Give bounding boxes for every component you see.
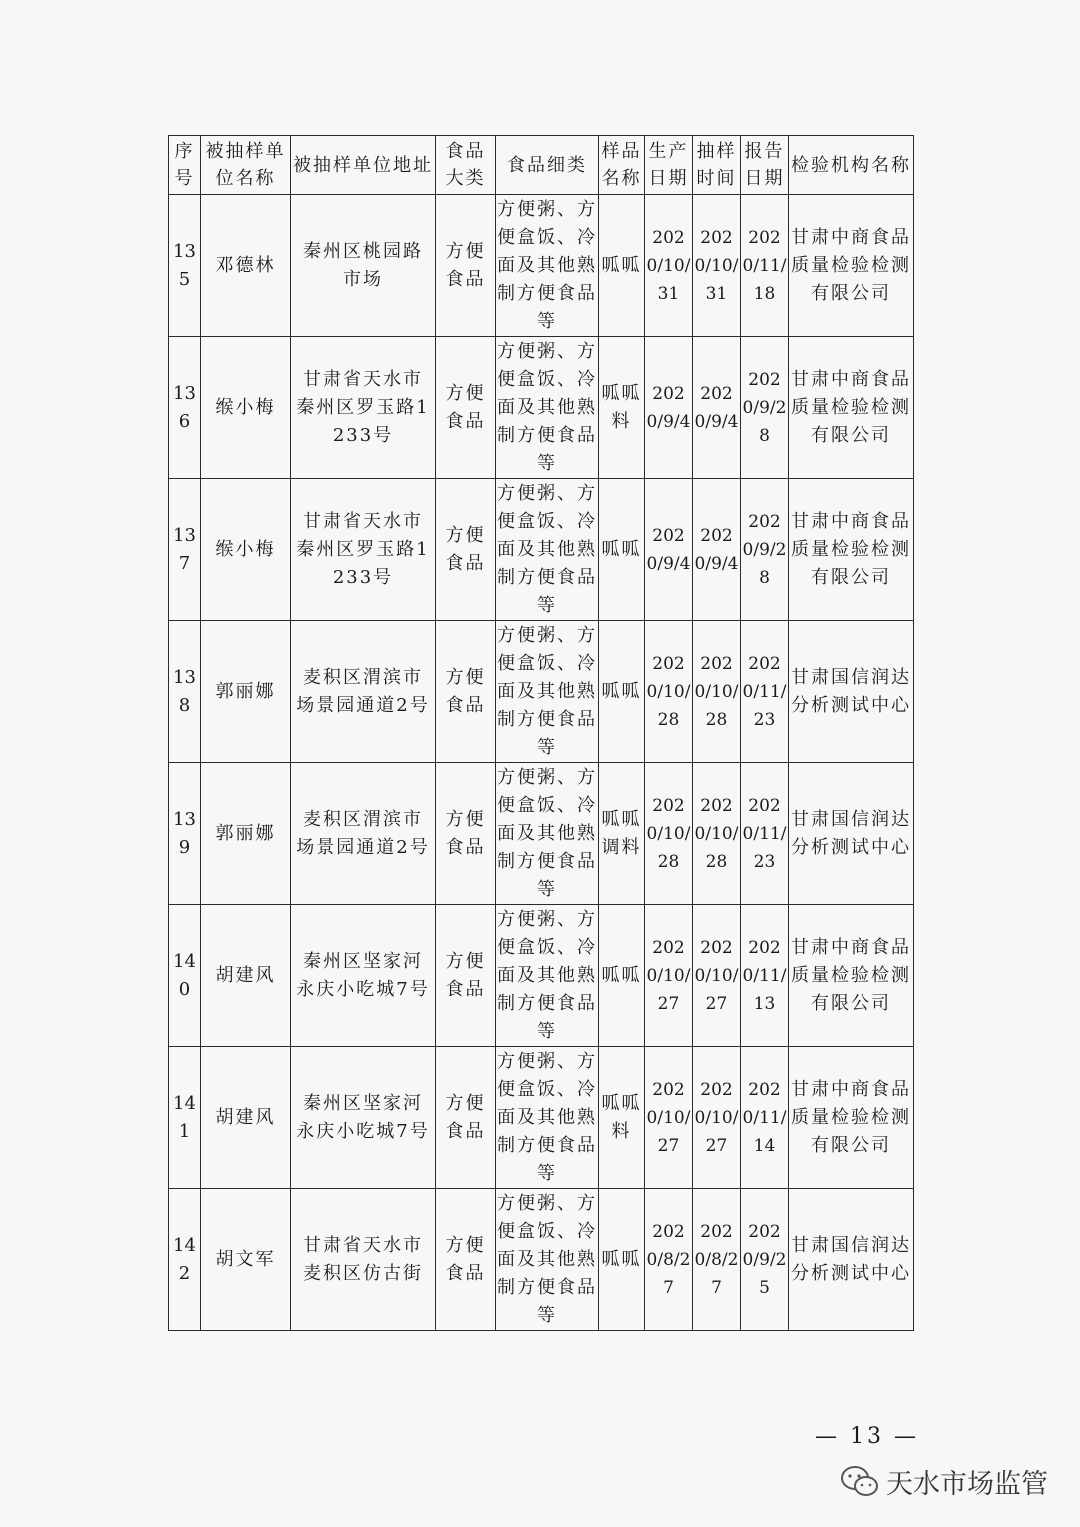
cell-subcategory: 方便粥、方便盒饭、冷面及其他熟制方便食品等 [496, 479, 599, 621]
cell-address: 麦积区渭滨市场景园通道2号 [291, 621, 436, 763]
cell-production-date: 2020/10/27 [645, 1047, 693, 1189]
cell-sample: 呱呱料 [599, 337, 645, 479]
cell-agency: 甘肃国信润达分析测试中心 [789, 1189, 914, 1331]
cell-address: 麦积区渭滨市场景园通道2号 [291, 763, 436, 905]
cell-sample: 呱呱 [599, 905, 645, 1047]
wechat-account-footer [840, 1462, 1048, 1501]
cell-unit: 邓德林 [201, 195, 291, 337]
cell-unit: 缑小梅 [201, 479, 291, 621]
cell-subcategory: 方便粥、方便盒饭、冷面及其他熟制方便食品等 [496, 1189, 599, 1331]
cell-seq: 139 [169, 763, 201, 905]
cell-category: 方便食品 [436, 195, 496, 337]
cell-sample: 呱呱 [599, 195, 645, 337]
cell-report-date: 2020/11/23 [741, 763, 789, 905]
cell-unit: 胡建风 [201, 905, 291, 1047]
cell-subcategory: 方便粥、方便盒饭、冷面及其他熟制方便食品等 [496, 621, 599, 763]
cell-sample: 呱呱 [599, 1189, 645, 1331]
cell-subcategory: 方便粥、方便盒饭、冷面及其他熟制方便食品等 [496, 763, 599, 905]
cell-category: 方便食品 [436, 1189, 496, 1331]
cell-seq: 135 [169, 195, 201, 337]
cell-report-date: 2020/9/28 [741, 337, 789, 479]
cell-subcategory: 方便粥、方便盒饭、冷面及其他熟制方便食品等 [496, 337, 599, 479]
cell-sample: 呱呱料 [599, 1047, 645, 1189]
cell-category: 方便食品 [436, 905, 496, 1047]
table-row [169, 1189, 914, 1331]
page-number: — 13 — [815, 1424, 919, 1449]
cell-agency: 甘肃国信润达分析测试中心 [789, 763, 914, 905]
cell-sample: 呱呱 [599, 621, 645, 763]
cell-sampling-time: 2020/9/4 [693, 337, 741, 479]
cell-category: 方便食品 [436, 1047, 496, 1189]
cell-address: 秦州区坚家河永庆小吃城7号 [291, 1047, 436, 1189]
header-sample: 样品名称 [599, 136, 645, 195]
cell-unit: 郭丽娜 [201, 763, 291, 905]
cell-report-date: 2020/9/28 [741, 479, 789, 621]
header-agency: 检验机构名称 [789, 136, 914, 195]
cell-production-date: 2020/9/4 [645, 479, 693, 621]
cell-subcategory: 方便粥、方便盒饭、冷面及其他熟制方便食品等 [496, 905, 599, 1047]
cell-agency: 甘肃中商食品质量检验检测有限公司 [789, 1047, 914, 1189]
cell-unit: 郭丽娜 [201, 621, 291, 763]
cell-agency: 甘肃中商食品质量检验检测有限公司 [789, 905, 914, 1047]
cell-agency: 甘肃中商食品质量检验检测有限公司 [789, 479, 914, 621]
cell-production-date: 2020/9/4 [645, 337, 693, 479]
cell-address: 甘肃省天水市麦积区仿古街 [291, 1189, 436, 1331]
cell-sampling-time: 2020/9/4 [693, 479, 741, 621]
table-row [169, 479, 914, 621]
cell-report-date: 2020/11/23 [741, 621, 789, 763]
cell-agency: 甘肃中商食品质量检验检测有限公司 [789, 337, 914, 479]
cell-report-date: 2020/9/25 [741, 1189, 789, 1331]
cell-sampling-time: 2020/10/27 [693, 1047, 741, 1189]
cell-report-date: 2020/11/13 [741, 905, 789, 1047]
cell-seq: 140 [169, 905, 201, 1047]
cell-address: 秦州区桃园路市场 [291, 195, 436, 337]
cell-category: 方便食品 [436, 621, 496, 763]
cell-seq: 142 [169, 1189, 201, 1331]
cell-agency: 甘肃国信润达分析测试中心 [789, 621, 914, 763]
header-production-date: 生产日期 [645, 136, 693, 195]
cell-address: 甘肃省天水市秦州区罗玉路1233号 [291, 479, 436, 621]
cell-category: 方便食品 [436, 479, 496, 621]
cell-production-date: 2020/10/28 [645, 763, 693, 905]
cell-seq: 137 [169, 479, 201, 621]
header-sampling-time: 抽样时间 [693, 136, 741, 195]
table-row [169, 905, 914, 1047]
header-unit: 被抽样单位名称 [201, 136, 291, 195]
cell-unit: 胡文军 [201, 1189, 291, 1331]
header-seq: 序号 [169, 136, 201, 195]
cell-category: 方便食品 [436, 337, 496, 479]
header-subcategory: 食品细类 [496, 136, 599, 195]
cell-report-date: 2020/11/18 [741, 195, 789, 337]
cell-agency: 甘肃中商食品质量检验检测有限公司 [789, 195, 914, 337]
cell-sampling-time: 2020/10/31 [693, 195, 741, 337]
cell-sampling-time: 2020/8/27 [693, 1189, 741, 1331]
cell-sample: 呱呱 [599, 479, 645, 621]
wechat-account-name: 天水市场监管 [886, 1469, 1048, 1500]
cell-subcategory: 方便粥、方便盒饭、冷面及其他熟制方便食品等 [496, 1047, 599, 1189]
cell-unit: 缑小梅 [201, 337, 291, 479]
cell-seq: 136 [169, 337, 201, 479]
cell-sample: 呱呱调料 [599, 763, 645, 905]
cell-address: 秦州区坚家河永庆小吃城7号 [291, 905, 436, 1047]
cell-sampling-time: 2020/10/28 [693, 621, 741, 763]
cell-unit: 胡建风 [201, 1047, 291, 1189]
table-header-row [169, 136, 914, 195]
sampling-results-table [168, 135, 914, 1331]
cell-subcategory: 方便粥、方便盒饭、冷面及其他熟制方便食品等 [496, 195, 599, 337]
table-row [169, 337, 914, 479]
table-row [169, 1047, 914, 1189]
cell-seq: 138 [169, 621, 201, 763]
header-category: 食品大类 [436, 136, 496, 195]
wechat-icon [840, 1465, 880, 1499]
cell-production-date: 2020/10/28 [645, 621, 693, 763]
table-row [169, 621, 914, 763]
cell-seq: 141 [169, 1047, 201, 1189]
cell-report-date: 2020/11/14 [741, 1047, 789, 1189]
table-row [169, 195, 914, 337]
table-row [169, 763, 914, 905]
cell-production-date: 2020/8/27 [645, 1189, 693, 1331]
header-address: 被抽样单位地址 [291, 136, 436, 195]
cell-sampling-time: 2020/10/27 [693, 905, 741, 1047]
cell-sampling-time: 2020/10/28 [693, 763, 741, 905]
cell-production-date: 2020/10/31 [645, 195, 693, 337]
cell-address: 甘肃省天水市秦州区罗玉路1233号 [291, 337, 436, 479]
cell-category: 方便食品 [436, 763, 496, 905]
cell-production-date: 2020/10/27 [645, 905, 693, 1047]
header-report-date: 报告日期 [741, 136, 789, 195]
